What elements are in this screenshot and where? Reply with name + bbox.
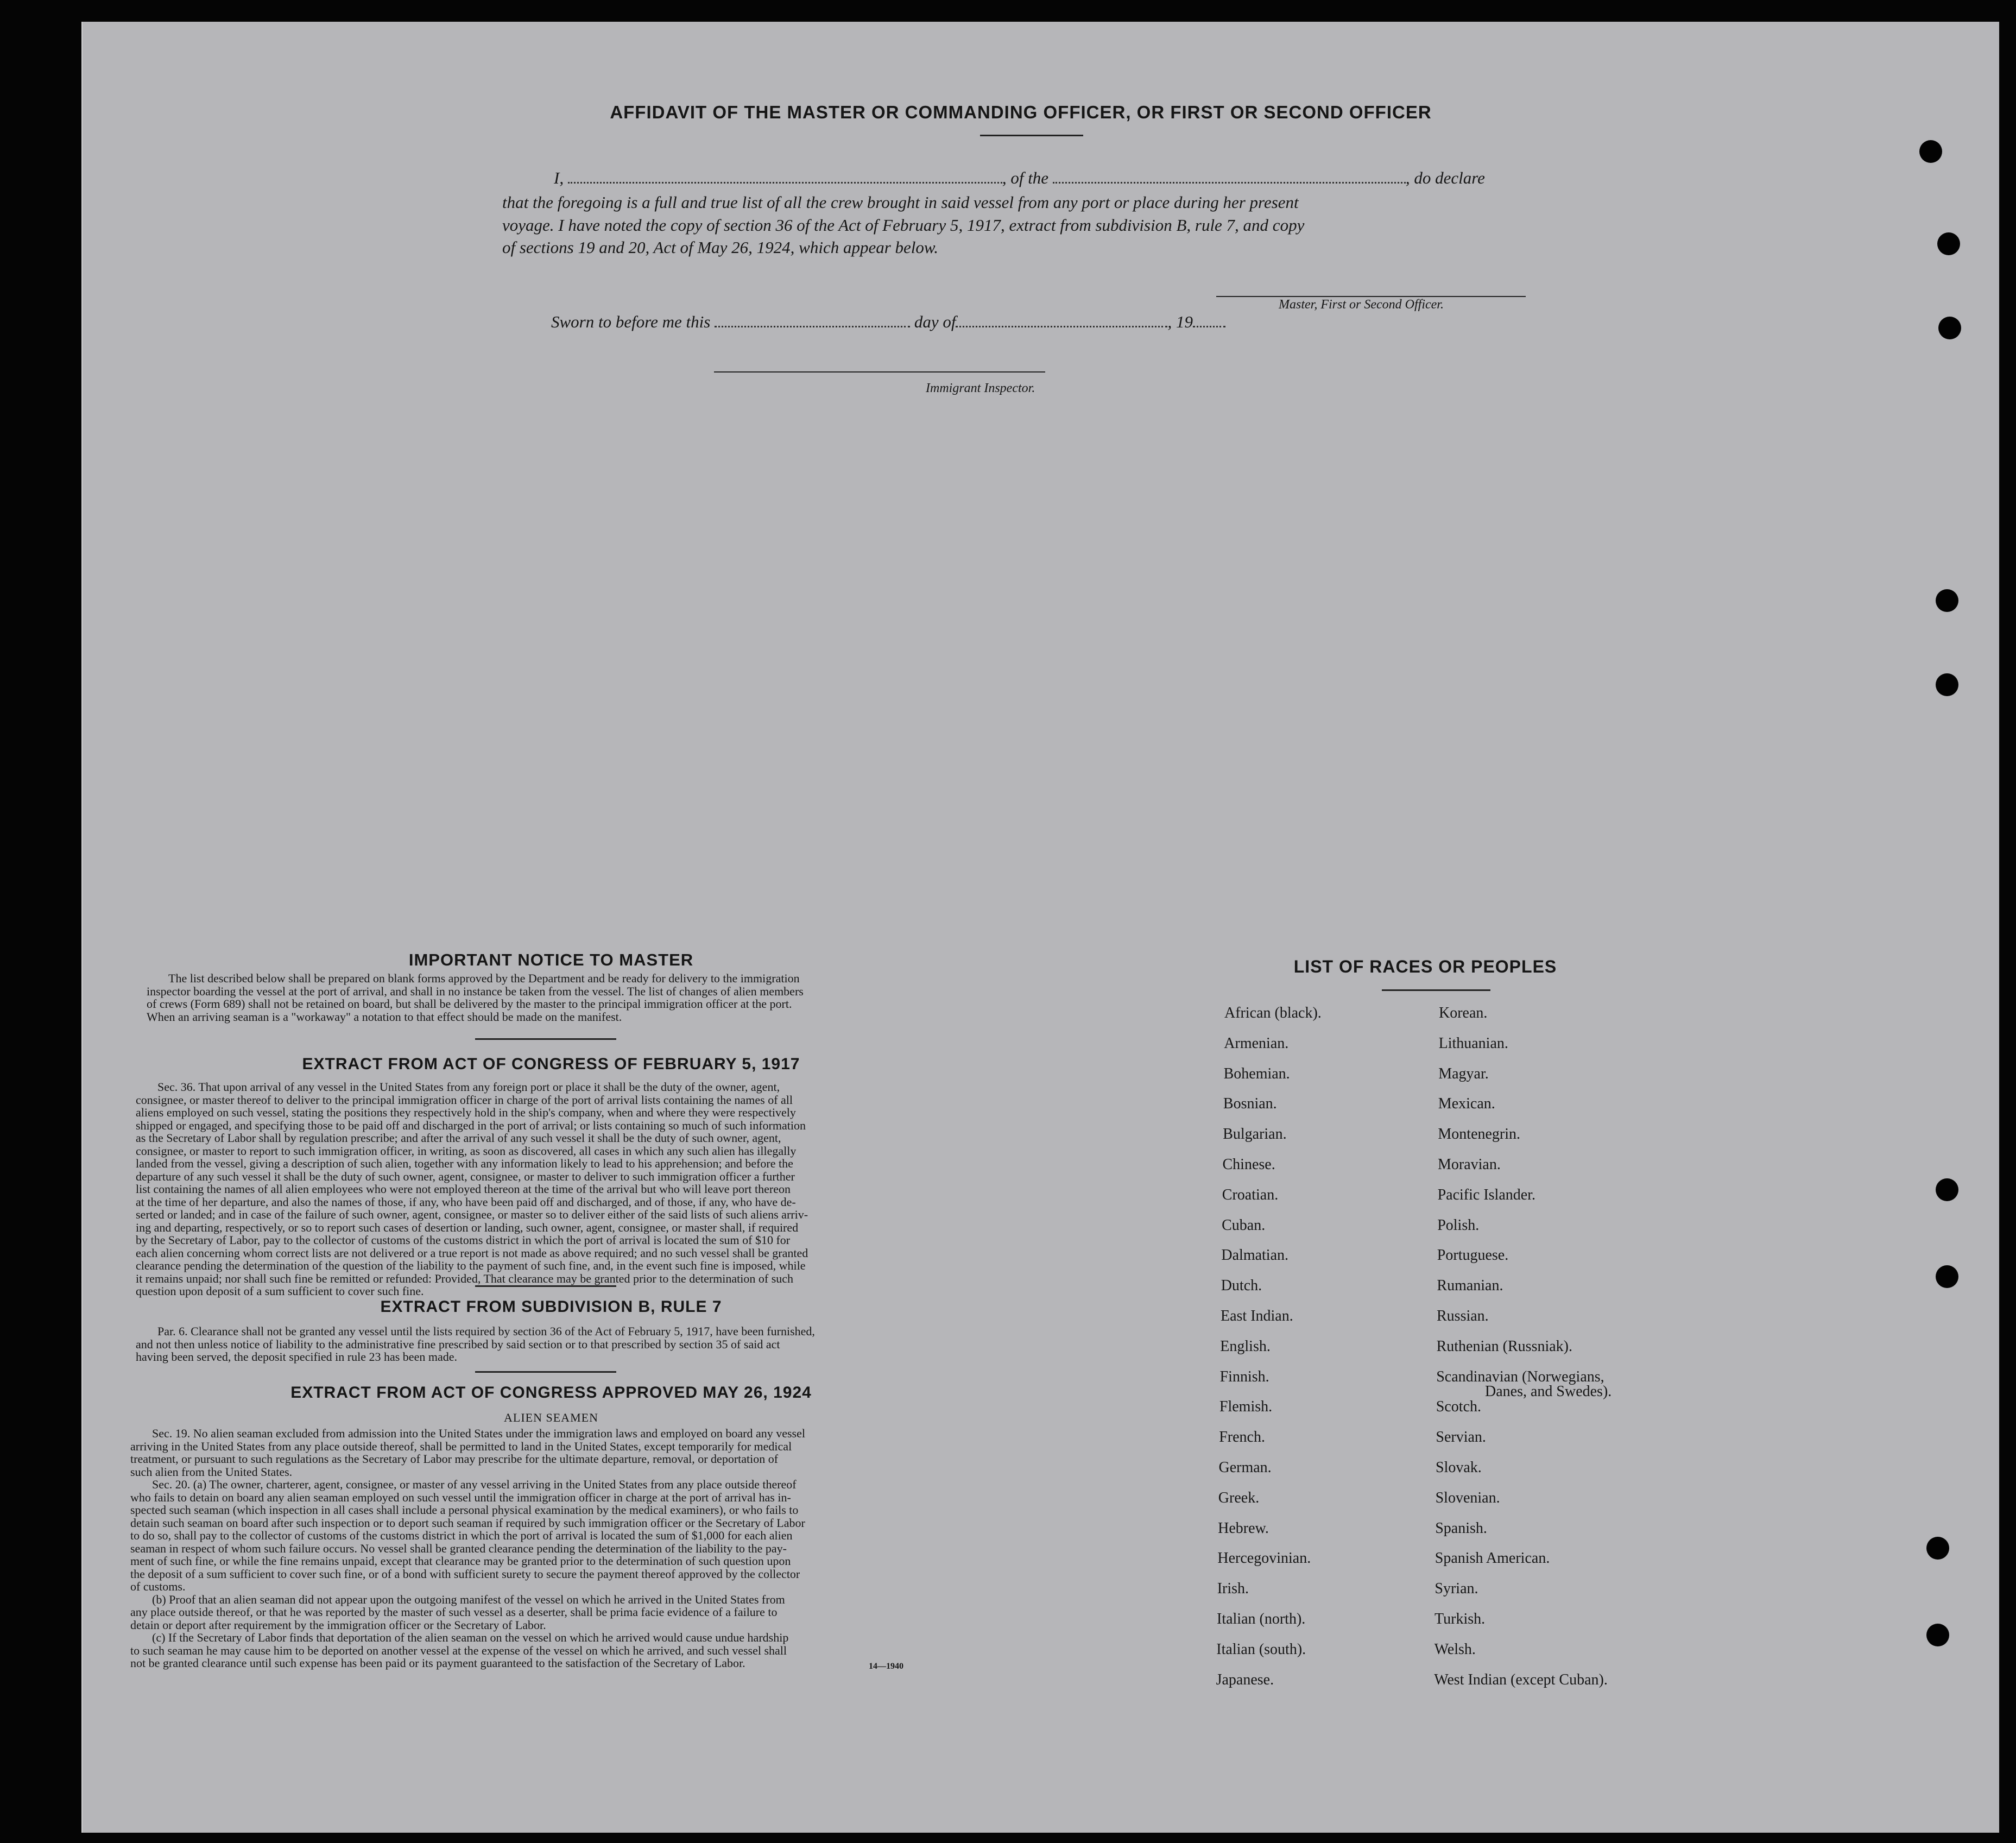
races-title: LIST OF RACES OR PEOPLES bbox=[1293, 957, 1557, 976]
race-item: Danes, and Swedes). bbox=[1485, 1383, 1612, 1400]
races-rule bbox=[1382, 989, 1490, 991]
affidavit-body-line: that the foregoing is a full and true list of all the crew brought in said vessel from any port or place during her present bbox=[502, 193, 1299, 212]
do-declare-label: , do declare bbox=[1405, 168, 1485, 187]
race-item: Dalmatian. bbox=[1221, 1247, 1289, 1264]
binder-hole bbox=[1919, 140, 1942, 163]
race-item: Polish. bbox=[1437, 1216, 1480, 1234]
affidavit-body-line: of sections 19 and 20, Act of May 26, 1924, which appear below. bbox=[502, 238, 939, 257]
race-item: Irish. bbox=[1217, 1580, 1249, 1598]
race-item: Servian. bbox=[1436, 1429, 1486, 1446]
race-item: Moravian. bbox=[1438, 1156, 1501, 1173]
race-item: Cuban. bbox=[1222, 1216, 1266, 1234]
sworn-year-field[interactable] bbox=[1193, 315, 1225, 327]
law-line: serted or landed; and in case of the failure of such owner, agent, consignee, or master so to deliver either of the said lists of such aliens arriv- bbox=[136, 1208, 808, 1221]
law-line: having been served, the deposit specified in rule 23 has been made. bbox=[136, 1350, 457, 1364]
race-item: Turkish. bbox=[1434, 1611, 1486, 1627]
notice-text bbox=[147, 972, 956, 1023]
race-item: Scotch. bbox=[1436, 1398, 1482, 1416]
affidavit-body-line: voyage. I have noted the copy of section 36 of the Act of February 5, 1917, extract from subdivision B, rule 7, and copy bbox=[502, 216, 1305, 235]
master-signature-line[interactable] bbox=[1216, 296, 1526, 297]
notice-line: The list described below shall be prepared on blank forms approved by the Department and be ready for delivery to the immigration bbox=[168, 971, 800, 985]
binder-hole bbox=[1936, 673, 1958, 696]
law-line: shipped or engaged, and specifying those to be paid off and discharged in the port of arrival; or lists containing so much of such information bbox=[136, 1118, 806, 1132]
form-number: 14—1940 bbox=[869, 1662, 903, 1671]
master-signature-label: Master, First or Second Officer. bbox=[1279, 298, 1444, 312]
extract-1917-text bbox=[136, 1081, 956, 1298]
race-item: West Indian (except Cuban). bbox=[1434, 1671, 1608, 1688]
law-line: and not then unless notice of liability to the administrative fine prescribed by said section or to that prescribed by section 35 of said act bbox=[136, 1337, 780, 1351]
law-line: Sec. 20. (a) The owner, charterer, agent, consignee, or master of any vessel arriving in the United States from any place outside thereof bbox=[152, 1478, 797, 1491]
race-item: Chinese. bbox=[1222, 1156, 1275, 1173]
law-line: spected such seaman (which inspection in all cases shall include a personal physical examination by the medical examiners), or who fails to bbox=[130, 1503, 799, 1517]
section-rule bbox=[475, 1371, 616, 1373]
notice-line: inspector boarding the vessel at the port of arrival, and shall in no instance be taken from the vessel. The list of changes of alien members bbox=[147, 984, 804, 998]
race-item: East Indian. bbox=[1221, 1308, 1293, 1324]
alien-seamen-subtitle: ALIEN SEAMEN bbox=[504, 1411, 598, 1424]
section-rule bbox=[475, 1285, 616, 1287]
race-item: Rumanian. bbox=[1437, 1277, 1503, 1295]
extract-1924-title: EXTRACT FROM ACT OF CONGRESS APPROVED MAY 26, 1924 bbox=[290, 1384, 812, 1402]
law-line: consignee, or master thereof to deliver to the principal immigration officer in charge of the port of arrival lists containing the names of all bbox=[136, 1093, 793, 1107]
of-the-label: , of the bbox=[1002, 168, 1049, 187]
race-item: African (black). bbox=[1224, 1005, 1322, 1021]
law-line: arriving in the United States from any place outside thereof, shall be permitted to land in the United States, except temporarily for medical bbox=[130, 1439, 792, 1453]
race-item: Pacific Islander. bbox=[1437, 1186, 1535, 1203]
binder-hole bbox=[1936, 1265, 1958, 1288]
law-line: it remains unpaid; nor shall such fine be remitted or refunded: Provided, That clearance may be granted prior to the determination of such bbox=[136, 1271, 794, 1285]
law-line: as the Secretary of Labor shall by regulation prescribe; and after the arrival of any such vessel it shall be the duty of such owner, agent, bbox=[136, 1131, 781, 1145]
race-item: Syrian. bbox=[1434, 1580, 1478, 1598]
law-line: detain such seaman on board after such inspection or to deport such seaman if required by such immigration officer or the Secretary of Labor bbox=[130, 1516, 805, 1530]
sworn-month-field[interactable] bbox=[956, 315, 1167, 327]
sworn-day-field[interactable] bbox=[715, 315, 910, 327]
notice-line: of crews (Form 689) shall not be retained on board, but shall be delivered by the master to the principal immigration officer at the port. bbox=[147, 997, 792, 1011]
law-line: landed from the vessel, giving a description of such alien, together with any information likely to lead to his apprehension; and before the bbox=[136, 1157, 793, 1170]
law-line: by the Secretary of Labor, pay to the collector of customs of the customs district in which the port of arrival is located the sum of $10 for bbox=[136, 1233, 791, 1247]
sworn-line bbox=[551, 312, 1225, 332]
race-item: Japanese. bbox=[1216, 1671, 1274, 1688]
race-item: Slovak. bbox=[1436, 1459, 1482, 1476]
law-line: ing and departing, respectively, or so to report such cases of desertion or landing, such owner, agent, consignee, or master shall, if required bbox=[136, 1220, 799, 1234]
extract-1924-text bbox=[130, 1427, 956, 1670]
race-item: Armenian. bbox=[1224, 1034, 1289, 1052]
law-line: such alien from the United States. bbox=[130, 1465, 293, 1479]
race-item: Hebrew. bbox=[1218, 1519, 1269, 1537]
race-item: Magyar. bbox=[1438, 1065, 1489, 1082]
law-line: clearance pending the determination of the question of the liability to the payment of such fine, and, in the event such fine is imposed, while bbox=[136, 1259, 806, 1272]
i-label: I, bbox=[554, 168, 564, 187]
race-item: Lithuanian. bbox=[1438, 1034, 1508, 1052]
race-item: English. bbox=[1220, 1337, 1271, 1355]
law-line: list containing the names of all alien employees who were not employed thereon at the time of the arrival but who will leave port thereon bbox=[136, 1182, 791, 1196]
law-line: any place outside thereof, or that he was reported by the master of such vessel as a deserter, shall be prima facie evidence of a failure to bbox=[130, 1605, 778, 1619]
race-item: Ruthenian (Russniak). bbox=[1436, 1337, 1573, 1355]
race-item: Slovenian. bbox=[1435, 1489, 1500, 1506]
race-item: French. bbox=[1219, 1429, 1265, 1446]
inspector-label: Immigrant Inspector. bbox=[926, 381, 1035, 395]
law-line: consignee, or master to report to such immigration officer, in writing, as soon as discovered, all cases in which any such alien has illegally bbox=[136, 1144, 797, 1158]
law-line: (c) If the Secretary of Labor finds that deportation of the alien seaman on the vessel on which he arrived would cause undue hardship bbox=[152, 1631, 789, 1644]
binder-hole bbox=[1938, 317, 1961, 339]
inspector-signature-line[interactable] bbox=[714, 371, 1045, 373]
notice-line: When an arriving seaman is a "workaway" a notation to that effect should be made on the manifest. bbox=[147, 1009, 622, 1024]
law-line: detain or deport after requirement by the immigration officer or the Secretary of Labor. bbox=[130, 1618, 546, 1632]
race-item: Greek. bbox=[1218, 1489, 1260, 1506]
race-item: Flemish. bbox=[1219, 1398, 1273, 1416]
law-line: of customs. bbox=[130, 1580, 186, 1593]
law-line: to do so, shall pay to the collector of customs of the customs district in which the port of arrival is located the sum of $1,000 for each alien bbox=[130, 1529, 793, 1542]
binder-hole bbox=[1936, 589, 1958, 612]
rule7-text bbox=[136, 1325, 956, 1364]
race-item: Hercegovinian. bbox=[1217, 1550, 1311, 1567]
race-item: Italian (north). bbox=[1217, 1611, 1306, 1627]
law-line: each alien concerning whom correct lists are not delivered or a true report is not made as above required; and no such vessel shall be granted bbox=[136, 1246, 808, 1260]
law-line: departure of any such vessel it shall be the duty of such owner, agent, consignee, or master to deliver to such immigration officer a further bbox=[136, 1169, 795, 1183]
binder-hole bbox=[1937, 232, 1960, 255]
name-field[interactable] bbox=[568, 171, 1002, 184]
law-line: at the time of her departure, and also the names of those, if any, who have been paid off and discharged, and of those, if any, who have de- bbox=[136, 1195, 796, 1209]
law-line: treatment, or pursuant to such regulations as the Secretary of Labor may prescribe for the ultimate departure, removal, or deportation of bbox=[130, 1452, 779, 1466]
race-item: Russian. bbox=[1437, 1308, 1489, 1324]
law-line: not be granted clearance until such expense has been paid or its payment guaranteed to the satisfaction of the Secretary of Labor. bbox=[130, 1656, 745, 1670]
year-label: , 19 bbox=[1167, 312, 1193, 331]
law-line: who fails to detain on board any alien seaman employed on such vessel until the immigration officer in charge at the port of arrival has in- bbox=[130, 1490, 791, 1504]
binder-hole bbox=[1936, 1178, 1958, 1201]
notice-title: IMPORTANT NOTICE TO MASTER bbox=[408, 950, 694, 969]
race-item: German. bbox=[1218, 1459, 1272, 1476]
race-item: Korean. bbox=[1439, 1005, 1488, 1021]
sworn-label: Sworn to before me this bbox=[551, 312, 711, 331]
law-line: question upon deposit of a sum sufficient to cover such fine. bbox=[136, 1284, 424, 1298]
day-of-label: day of bbox=[914, 312, 956, 331]
law-line: ment of such fine, or while the fine remains unpaid, except that clearance may be granted prior to the determination of such question upon bbox=[130, 1554, 791, 1568]
law-line: to such seaman he may cause him to be deported on another vessel at the expense of the vessel on which he arrived, and such vessel shall bbox=[130, 1643, 787, 1657]
binder-hole bbox=[1926, 1537, 1949, 1560]
race-item: Montenegrin. bbox=[1438, 1126, 1521, 1143]
race-item: Finnish. bbox=[1219, 1368, 1269, 1385]
race-item: Italian (south). bbox=[1216, 1640, 1306, 1658]
affidavit-first-line bbox=[502, 168, 1566, 188]
race-item: Croatian. bbox=[1222, 1186, 1279, 1203]
race-item: Dutch. bbox=[1221, 1277, 1262, 1295]
law-line: aliens employed on such vessel, stating the positions they respectively hold in the ship's company, when and where they were respectively bbox=[136, 1106, 796, 1119]
affidavit-title: AFFIDAVIT OF THE MASTER OR COMMANDING OFFICER, OR FIRST OR SECOND OFFICER bbox=[610, 102, 1432, 122]
law-line: Sec. 19. No alien seaman excluded from admission into the United States under the immigration laws and employed on board any vessel bbox=[152, 1427, 805, 1440]
race-item: Portuguese. bbox=[1437, 1247, 1509, 1264]
law-line: Par. 6. Clearance shall not be granted any vessel until the lists required by section 36 of the Act of February 5, 1917, have been furnished, bbox=[157, 1324, 815, 1338]
law-line: the deposit of a sum sufficient to cover such fine, or of a bond with sufficient surety to secure the payment thereof approved by the collector bbox=[130, 1567, 800, 1581]
race-item: Mexican. bbox=[1438, 1095, 1495, 1113]
race-item: Spanish. bbox=[1435, 1519, 1487, 1537]
binder-hole bbox=[1926, 1624, 1949, 1646]
rule7-title: EXTRACT FROM SUBDIVISION B, RULE 7 bbox=[380, 1298, 722, 1316]
law-line: seaman in respect of whom such failure occurs. No vessel shall be granted clearance pending the determination of the liability to the pay- bbox=[130, 1541, 787, 1555]
race-item: Bosnian. bbox=[1223, 1095, 1277, 1113]
race-item: Spanish American. bbox=[1434, 1550, 1550, 1567]
section-rule bbox=[475, 1038, 616, 1040]
title-rule bbox=[980, 135, 1083, 136]
race-item: Scandinavian (Norwegians, bbox=[1436, 1368, 1604, 1385]
vessel-field[interactable] bbox=[1053, 171, 1406, 184]
law-line: (b) Proof that an alien seaman did not appear upon the outgoing manifest of the vessel on which he arrived in the United States from bbox=[152, 1592, 785, 1606]
race-item: Bulgarian. bbox=[1223, 1126, 1287, 1143]
extract-1917-title: EXTRACT FROM ACT OF CONGRESS OF FEBRUARY 5, 1917 bbox=[302, 1055, 800, 1073]
race-item: Welsh. bbox=[1434, 1640, 1476, 1658]
race-item: Bohemian. bbox=[1223, 1065, 1290, 1082]
law-line: Sec. 36. That upon arrival of any vessel in the United States from any foreign port or place it shall be the duty of the owner, agent, bbox=[157, 1080, 780, 1094]
